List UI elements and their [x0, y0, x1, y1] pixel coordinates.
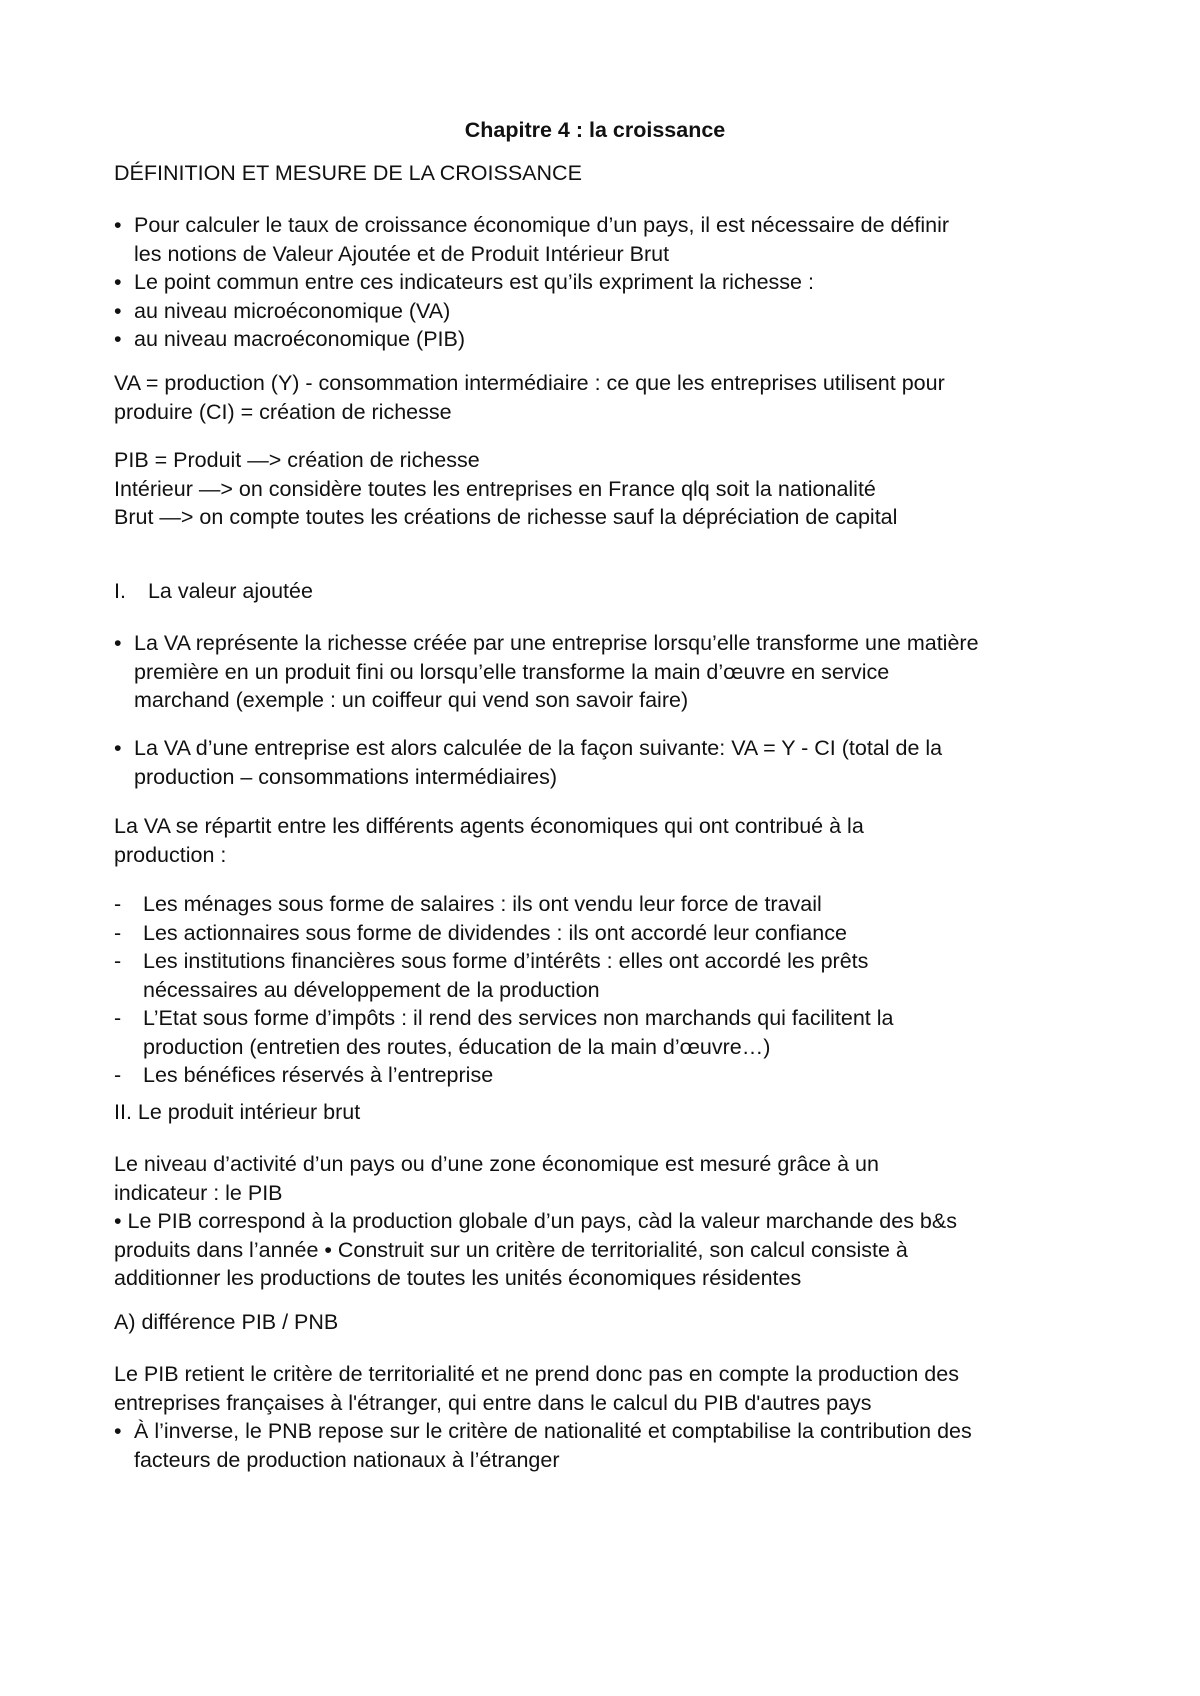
va-formula [114, 369, 1104, 426]
pib-pnb-paragraph [114, 1360, 1104, 1474]
bullet-marker: • [114, 736, 122, 760]
text-line: produits dans l’année • Construit sur un critère de territorialité, son calcul consiste à [114, 1237, 908, 1262]
text-line: Intérieur —> on considère toutes les entreprises en France qlq soit la nationalité [114, 476, 876, 501]
bullet-marker: • [114, 1419, 122, 1443]
text-line: Brut —> on compte toutes les créations de richesse sauf la dépréciation de capital [114, 505, 898, 529]
list-item [114, 297, 1104, 326]
definition-bullets [114, 211, 1104, 354]
bullet-marker: • [114, 631, 122, 655]
list-item [114, 1061, 1104, 1090]
dash-marker: - [114, 1063, 122, 1087]
list-item [114, 1417, 1104, 1474]
bullet-marker: • [114, 327, 122, 351]
text-line: Les ménages sous forme de salaires : ils ont vendu leur force de travail [143, 892, 822, 916]
text-line: VA = production (Y) - consommation intermédiaire : ce que les entreprises utilisent pour [114, 371, 945, 395]
va-bullet-2 [114, 734, 1104, 791]
dash-marker: - [114, 892, 122, 916]
text-line: production : [114, 842, 227, 867]
text-line: les notions de Valeur Ajoutée et de Produit Intérieur Brut [134, 241, 670, 266]
text-line: Le PIB retient le critère de territorialité et ne prend donc pas en compte la production des [114, 1362, 959, 1386]
text-line: production – consommations intermédiaires) [134, 764, 558, 789]
section-heading-va [114, 577, 1104, 606]
bullet-marker: • [114, 213, 122, 237]
list-item [114, 947, 1104, 1004]
list-item [114, 211, 1104, 268]
text-line: Le point commun entre ces indicateurs est qu’ils expriment la richesse : [134, 270, 814, 294]
list-item [114, 890, 1104, 919]
text-line: La VA d’une entreprise est alors calculée de la façon suivante: VA = Y - CI (total de la [134, 736, 943, 760]
va-dash-list [114, 890, 1104, 1090]
text-line: L’Etat sous forme d’impôts : il rend des services non marchands qui facilitent la [143, 1006, 894, 1030]
text-line: facteurs de production nationaux à l’étranger [134, 1447, 560, 1472]
text-line: • Le PIB correspond à la production globale d’un pays, càd la valeur marchande des b&s [114, 1209, 957, 1233]
text-line: marchand (exemple : un coiffeur qui vend son savoir faire) [134, 688, 689, 712]
list-item [114, 734, 1104, 791]
text-line: La VA se répartit entre les différents agents économiques qui ont contribué à la [114, 814, 864, 838]
pib-definition [114, 446, 1104, 532]
text-line: au niveau macroéconomique (PIB) [134, 327, 466, 351]
text-line: Pour calculer le taux de croissance économique d’un pays, il est nécessaire de définir [134, 213, 950, 237]
va-repartition [114, 812, 1104, 869]
list-item [114, 919, 1104, 948]
text-line: La VA représente la richesse créée par une entreprise lorsqu’elle transforme une matière [134, 631, 979, 655]
dash-marker: - [114, 949, 122, 973]
text-line: additionner les productions de toutes les unités économiques résidentes [114, 1266, 802, 1290]
dash-marker: - [114, 1006, 122, 1030]
va-bullet-1 [114, 629, 1104, 715]
page-title: Chapitre 4 : la croissance [464, 118, 726, 142]
bullet-marker: • [114, 298, 122, 323]
list-item [114, 268, 1104, 297]
text-line: produire (CI) = création de richesse [114, 399, 452, 424]
text-line: première en un produit fini ou lorsqu’elle transforme la main d’œuvre en service [134, 659, 890, 684]
text-line: Les bénéfices réservés à l’entreprise [143, 1063, 494, 1087]
text-line: nécessaires au développement de la production [143, 977, 600, 1002]
pib-paragraph [114, 1150, 1104, 1293]
section-number: I. [114, 579, 126, 603]
text-line: PIB = Produit —> création de richesse [114, 448, 480, 472]
list-item [114, 629, 1104, 715]
text-line: Les institutions financières sous forme d’intérêts : elles ont accordé les prêts [143, 949, 869, 973]
definition-heading: DÉFINITION ET MESURE DE LA CROISSANCE [114, 161, 582, 185]
sub-heading-pib-pnb: A) différence PIB / PNB [114, 1310, 339, 1334]
text-line: au niveau microéconomique (VA) [134, 298, 451, 323]
section-title: La valeur ajoutée [147, 579, 313, 603]
text-line: À l’inverse, le PNB repose sur le critère de nationalité et comptabilise la contribution des [134, 1419, 972, 1443]
text-line: Le niveau d’activité d’un pays ou d’une zone économique est mesuré grâce à un [114, 1152, 879, 1176]
section-heading-pib: II. Le produit intérieur brut [114, 1100, 361, 1124]
text-line: Les actionnaires sous forme de dividendes : ils ont accordé leur confiance [143, 920, 847, 945]
text-line: entreprises françaises à l'étranger, qui entre dans le calcul du PIB d'autres pays [114, 1390, 872, 1415]
text-line: indicateur : le PIB [114, 1180, 283, 1205]
list-item [114, 325, 1104, 354]
bullet-marker: • [114, 270, 122, 294]
dash-marker: - [114, 920, 122, 945]
text-line: production (entretien des routes, éducation de la main d’œuvre…) [143, 1034, 771, 1059]
list-item [114, 1004, 1104, 1061]
